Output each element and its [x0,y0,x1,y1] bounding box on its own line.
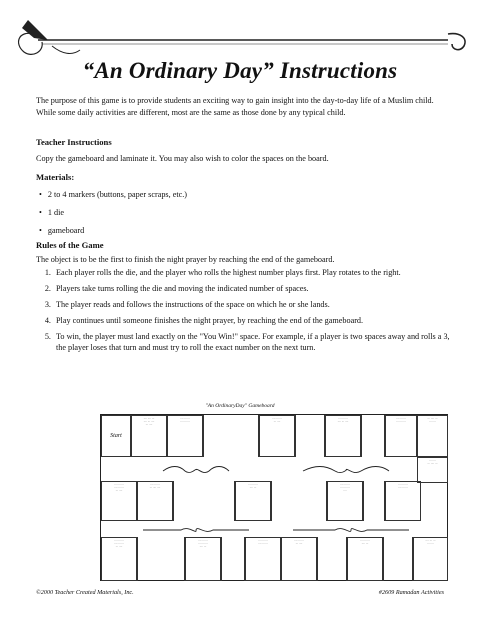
board-space: ··· ···· ··· ···· ··· [417,415,448,457]
list-item: 4. Play continues until someone finishes the night prayer, by reaching the end of the gameboard. [53,316,457,327]
quill-icon [22,20,48,40]
board-space: ··· ···· ··· ···· ··· ··· ··· ···· [101,537,137,581]
list-item: • gameboard [50,222,187,240]
board-space: ··· ···· ··· ···· ··· [347,537,383,581]
decorative-banner [8,12,472,64]
gameboard [100,414,448,581]
teacher-heading: Teacher Instructions [36,137,112,147]
swirl-ornament [301,463,391,477]
board-space: ··· ···· ··· ···· ··· ···· [325,415,361,457]
board-space: ···· ··· ··· ··· ···· [413,537,448,581]
board-title: "An OrdinaryDay" Gameboard [205,403,275,409]
intro-paragraph: The purpose of this game is to provide students an exciting way to gain insight into the day-to-day life of a Muslim child. While some daily activities are different, most are the same as those done by any typical child. [36,96,434,117]
materials-list [36,186,187,240]
rules-heading: Rules of the Game [36,240,104,250]
rules-objective: The object is to be the first to finish the night prayer by reaching the end of the gameboard. [36,255,335,264]
board-space: ···· ··· ··· ···· ··· [417,457,448,483]
list-item: • 2 to 4 markers (buttons, paper scraps, etc.) [50,186,187,204]
board-blank [203,415,259,457]
start-space: Start [101,415,131,457]
swirl-ornament [141,523,251,537]
swirl-ornament [161,463,231,477]
rules-list [36,268,457,359]
list-item: 3. The player reads and follows the instructions of the space on which he or she lands. [53,300,457,311]
board-space: ···· ··· ··· ··· ···· [281,537,317,581]
board-blank [173,481,235,521]
board-blank [221,537,245,581]
materials-heading: Materials: [36,172,75,182]
teacher-text: Copy the gameboard and laminate it. You may also wish to color the spaces on the board. [36,154,329,163]
board-space: ···· ··· ··· ··· ···· ··· [167,415,203,457]
list-item: 5. To win, the player must land exactly on the "You Win!" space. For example, if a player is two spaces away and rolls a 3, the player loses that turn and must try to roll the exact number on the next turn. [53,332,457,353]
board-space: ···· ··· ··· ··· ···· ··· ···· ··· [185,537,221,581]
board-blank [361,415,385,457]
board-space: ··· ···· ··· ···· ··· ··· [385,481,421,521]
board-space: ···· ···· ··· ···· ··· ···· ··· ···· [131,415,167,457]
list-item: 2. Players take turns rolling the die and moving the indicated number of spaces. [53,284,457,295]
board-space: ···· ··· ··· ··· ···· [259,415,295,457]
page-title: “An Ordinary Day” Instructions [82,58,398,83]
list-item: • 1 die [50,204,187,222]
board-space: ··· ···· ··· ···· ··· [235,481,271,521]
footer-copyright: ©2000 Teacher Created Materials, Inc. [36,589,134,596]
board-blank [363,481,385,521]
swirl-ornament [291,523,411,537]
board-space: ···· ··· ··· ··· ···· ···· [137,481,173,521]
footer-product: #2609 Ramadan Activities [378,589,444,596]
board-blank [317,537,347,581]
board-space: ···· ··· ··· ··· ···· ··· [385,415,417,457]
board-blank [271,481,327,521]
board-space: ··· ···· ··· ···· ··· ··· [245,537,281,581]
board-blank [137,537,185,581]
board-space: ···· ··· ··· ··· ···· ··· ···· [327,481,363,521]
board-blank [383,537,413,581]
board-blank [295,415,325,457]
list-item: 1. Each player rolls the die, and the player who rolls the highest number plays first. Play rotates to the right. [53,268,457,279]
board-space: ··· ···· ··· ···· ··· ··· ··· ···· [101,481,137,521]
